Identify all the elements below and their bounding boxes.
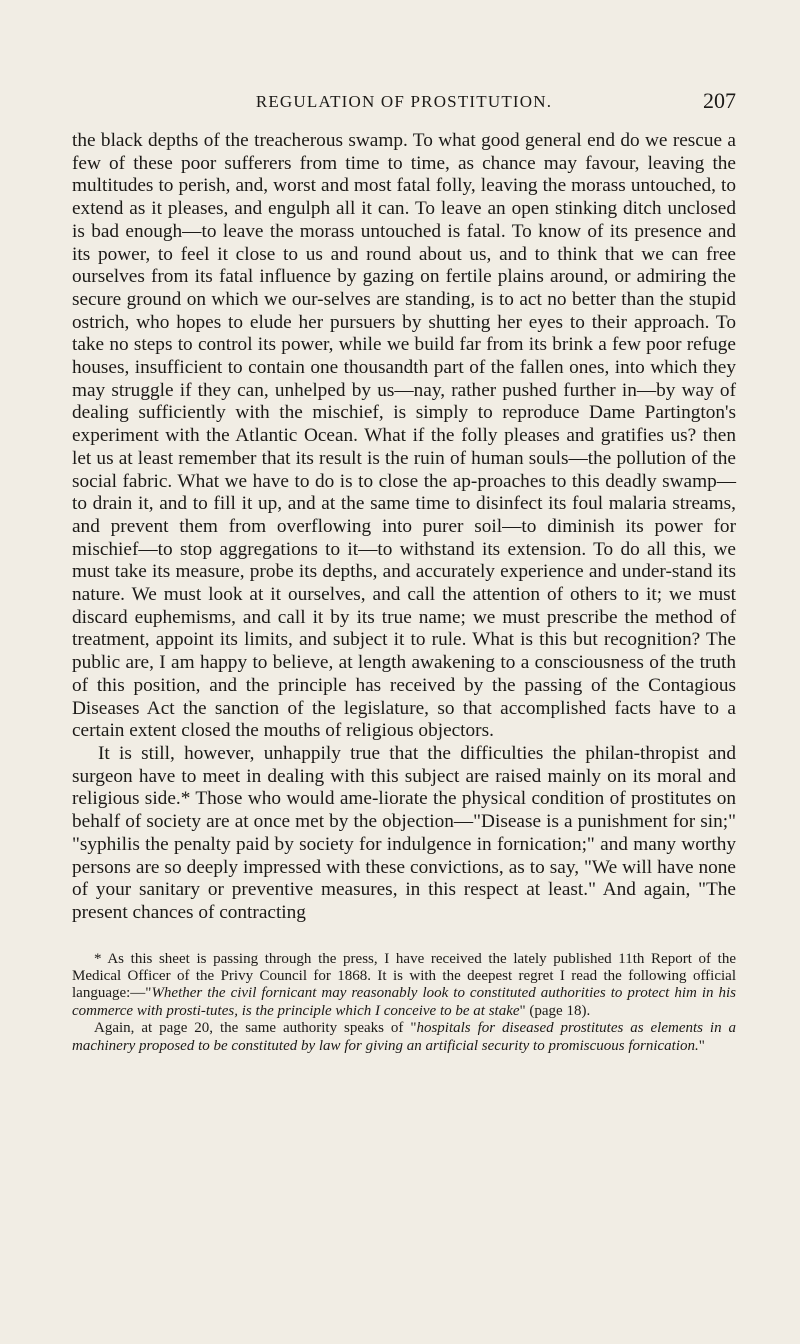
footnote: [72, 951, 736, 1021]
running-title: REGULATION OF PROSTITUTION.: [255, 92, 553, 111]
footnote-quote: Whether the civil fornicant may reasonably look to constituted authorities to protect him in his commerce with prosti-tutes, is the principle which I conceive to be at stake: [72, 985, 736, 1019]
footnote: [72, 1020, 736, 1055]
footnote-text: * As this sheet is passing through the press, I have received the lately published 11th Report of the Medical Officer of the Privy Council for 1868. It is with the deepest regret I read the following official language:—": [72, 950, 736, 1002]
footnote-text: ": [698, 1037, 705, 1054]
running-header: [72, 88, 736, 122]
footnote-quote: hospitals for diseased prostitutes as elements in a machinery proposed to be constituted by law for giving an artificial security to promiscuous fornication.: [72, 1020, 736, 1054]
footnotes: [72, 951, 736, 1055]
paragraph: It is still, however, unhappily true that the difficulties the philan-thropist and surgeon have to meet in dealing with this subject are raised mainly on its moral and religious side.* Those who would ame-liorate the physical condition of prostitutes on behalf of society are at once met by the objection—"Disease is a punishment for sin;" "syphilis the penalty paid by society for indulgence in fornication;" and many worthy persons are so deeply impressed with these convictions, as to say, "We will have none of your sanitary or preventive measures, in this respect at least." And again, "The present chances of contracting: [72, 742, 736, 923]
footnote-text: Again, at page 20, the same authority speaks of ": [94, 1020, 417, 1037]
footnote-text: " (page 18).: [519, 1002, 591, 1019]
body-text: [72, 130, 736, 925]
page-number: 207: [703, 88, 736, 113]
paragraph-continuation: the black depths of the treacherous swamp. To what good general end do we rescue a few of these poor sufferers from time to time, as chance may favour, leaving the multitudes to perish, and, worst and most fatal folly, leaving the morass untouched, to extend as it pleases, and engulph all it can. To leave an open stinking ditch unclosed is bad enough—to leave the morass untouched is fatal. To know of its presence and its power, to feel it close to us and round about us, and to think that we can free ourselves from its fatal influence by gazing on fertile plains around, or admiring the secure ground on which we our-selves are standing, is to act no better than the stupid ostrich, who hopes to elude her pursuers by shutting her eyes to their approach. To take no steps to control its power, while we build far from its brink a few poor refuge houses, insufficient to contain one thousandth part of the fallen ones, into which they may struggle if they can, unhelped by us—nay, rather pushed further in—by way of dealing sufficiently with the mischief, is simply to reproduce Dame Partington's experiment with the Atlantic Ocean. What if the folly pleases and gratifies us? then let us at least remember that its result is the ruin of human souls—the pollution of the social fabric. What we have to do is to close the ap-proaches to this deadly swamp—to drain it, and to fill it up, and at the same time to disinfect its foul malaria streams, and prevent them from overflowing into purer soil—to diminish its power for mischief—to stop aggregations to it—to withstand its extension. To do all this, we must take its measure, probe its depths, and accurately experience and under-stand its nature. We must look at it ourselves, and call the attention of others to it; we must discard euphemisms, and call it by its true name; we must prescribe the method of treatment, appoint its limits, and subject it to rule. What is this but recognition? The public are, I am happy to believe, at length awakening to a consciousness of the truth of this position, and the principle has received by the passing of the Contagious Diseases Act the sanction of the legislature, so that accomplished facts have to a certain extent closed the mouths of religious objectors.: [72, 130, 736, 742]
